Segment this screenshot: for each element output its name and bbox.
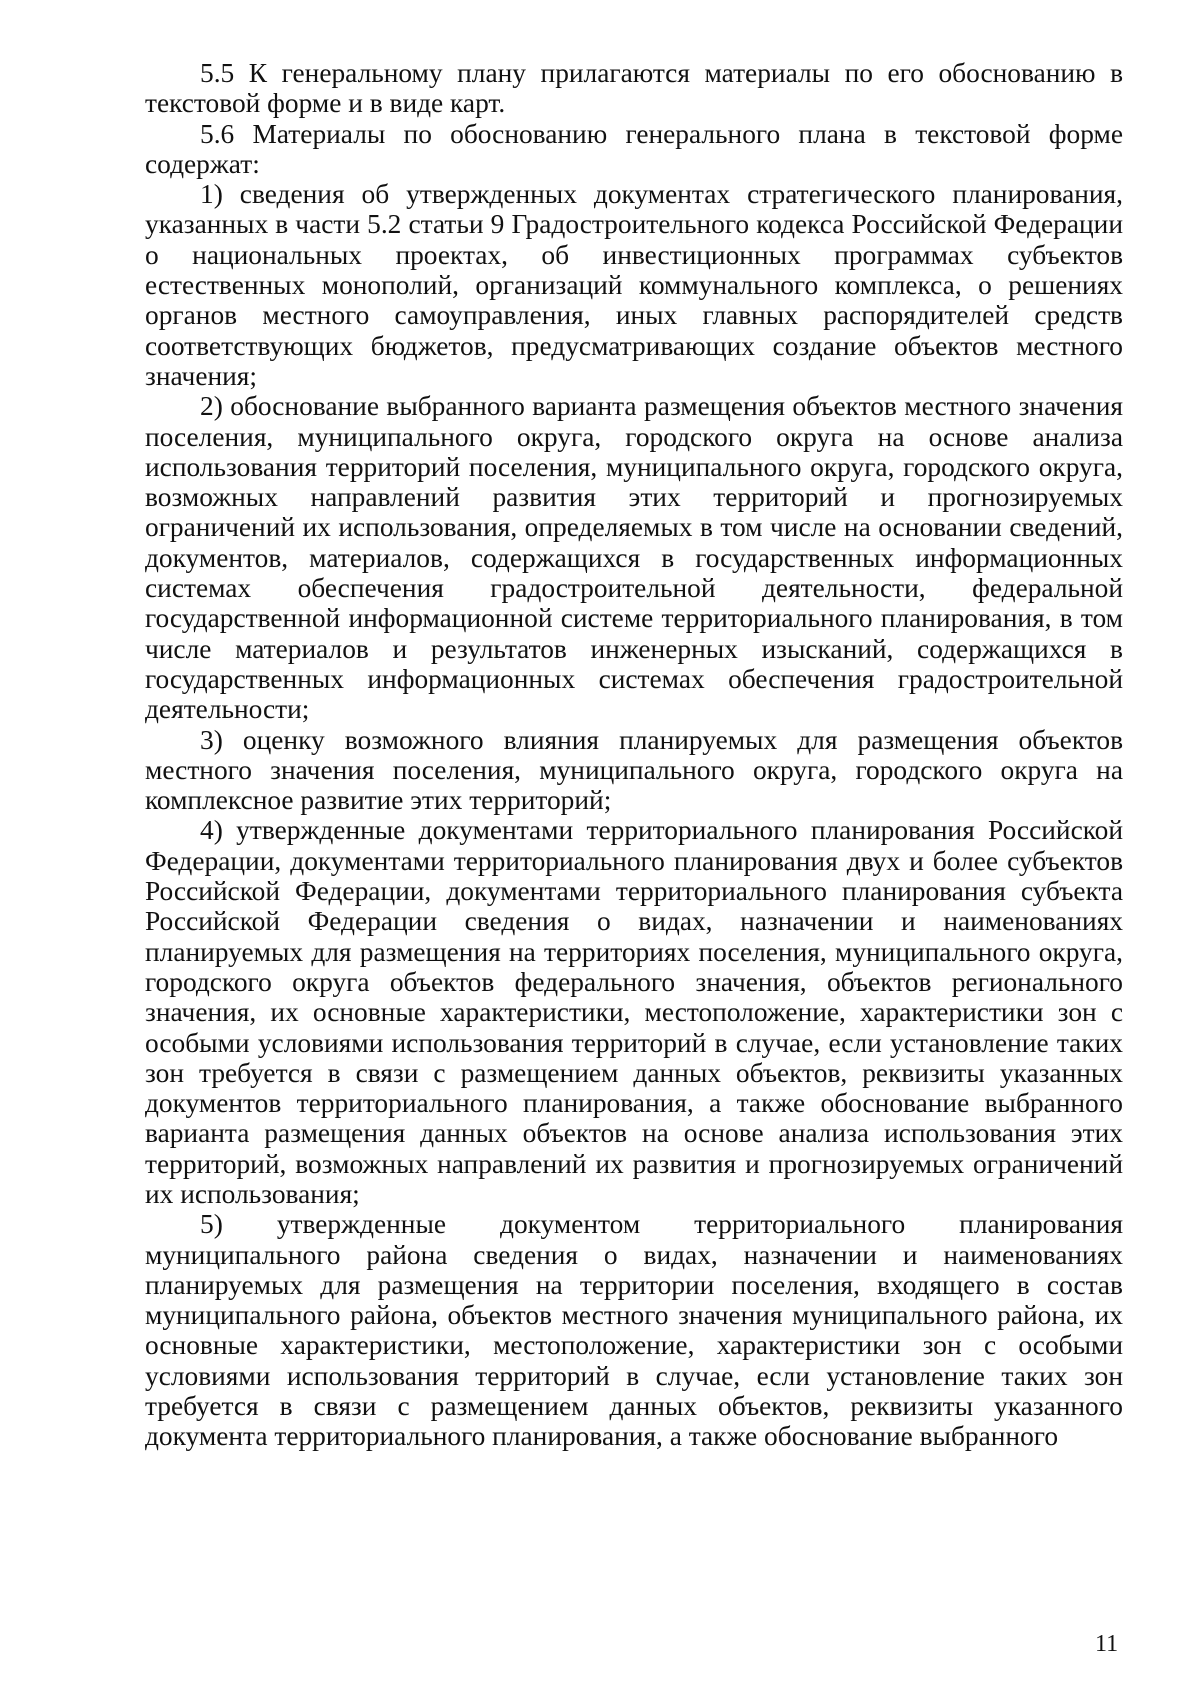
list-item-3: 3) оценку возможного влияния планируемых для размещения объектов местного значения поселения, муниципального округа, городского округа на комплексное развитие этих территорий; — [145, 724, 1123, 816]
list-item-1: 1) сведения об утвержденных документах стратегического планирования, указанных в части 5.2 статьи 9 Градостроительного кодекса Российской Федерации о национальных проектах, об инвестиционных программах субъектов естественных монополий, организаций коммунального комплекса, о решениях органов местного самоуправления, иных главных распорядителей средств соответствующих бюджетов, предусматривающих создание объектов местного значения; — [145, 179, 1123, 391]
paragraph-5-5: 5.5 К генеральному плану прилагаются материалы по его обоснованию в текстовой форме и в виде карт. — [145, 58, 1123, 119]
list-item-2: 2) обоснование выбранного варианта размещения объектов местного значения поселения, муниципального округа, городского округа на основе анализа использования территорий поселения, муниципального округа, городского округа, возможных направлений развития этих территорий и прогнозируемых ограничений их использования, определяемых в том числе на основании сведений, документов, материалов, содержащихся в государственных информационных системах обеспечения градостроительной деятельности, федеральной государственной информационной системе территориального планирования, в том числе материалов и результатов инженерных изысканий, содержащихся в государственных информационных системах обеспечения градостроительной деятельности; — [145, 391, 1123, 725]
paragraph-5-6: 5.6 Материалы по обоснованию генерального плана в текстовой форме содержат: — [145, 118, 1123, 179]
list-item-5: 5) утвержденные документом территориального планирования муниципального района сведения о видах, назначении и наименованиях планируемых для размещения на территории поселения, входящего в состав муниципального района, объектов местного значения муниципального района, их основные характеристики, местоположение, характеристики зон с особыми условиями использования территорий в случае, если установление таких зон требуется в связи с размещением данных объектов, реквизиты указанного документа территориального планирования, а также обоснование выбранного — [145, 1209, 1123, 1452]
list-item-4: 4) утвержденные документами территориального планирования Российской Федерации, документами территориального планирования двух и более субъектов Российской Федерации, документами территориального планирования субъекта Российской Федерации сведения о видах, назначении и наименованиях планируемых для размещения на территориях поселения, муниципального округа, городского округа объектов федерального значения, объектов регионального значения, их основные характеристики, местоположение, характеристики зон с особыми условиями использования территорий в случае, если установление таких зон требуется в связи с размещением данных объектов, реквизиты указанных документов территориального планирования, а также обоснование выбранного варианта размещения данных объектов на основе анализа использования этих территорий, возможных направлений их развития и прогнозируемых ограничений их использования; — [145, 815, 1123, 1209]
page-number: 11 — [1095, 1631, 1119, 1657]
document-body — [145, 58, 1123, 1452]
